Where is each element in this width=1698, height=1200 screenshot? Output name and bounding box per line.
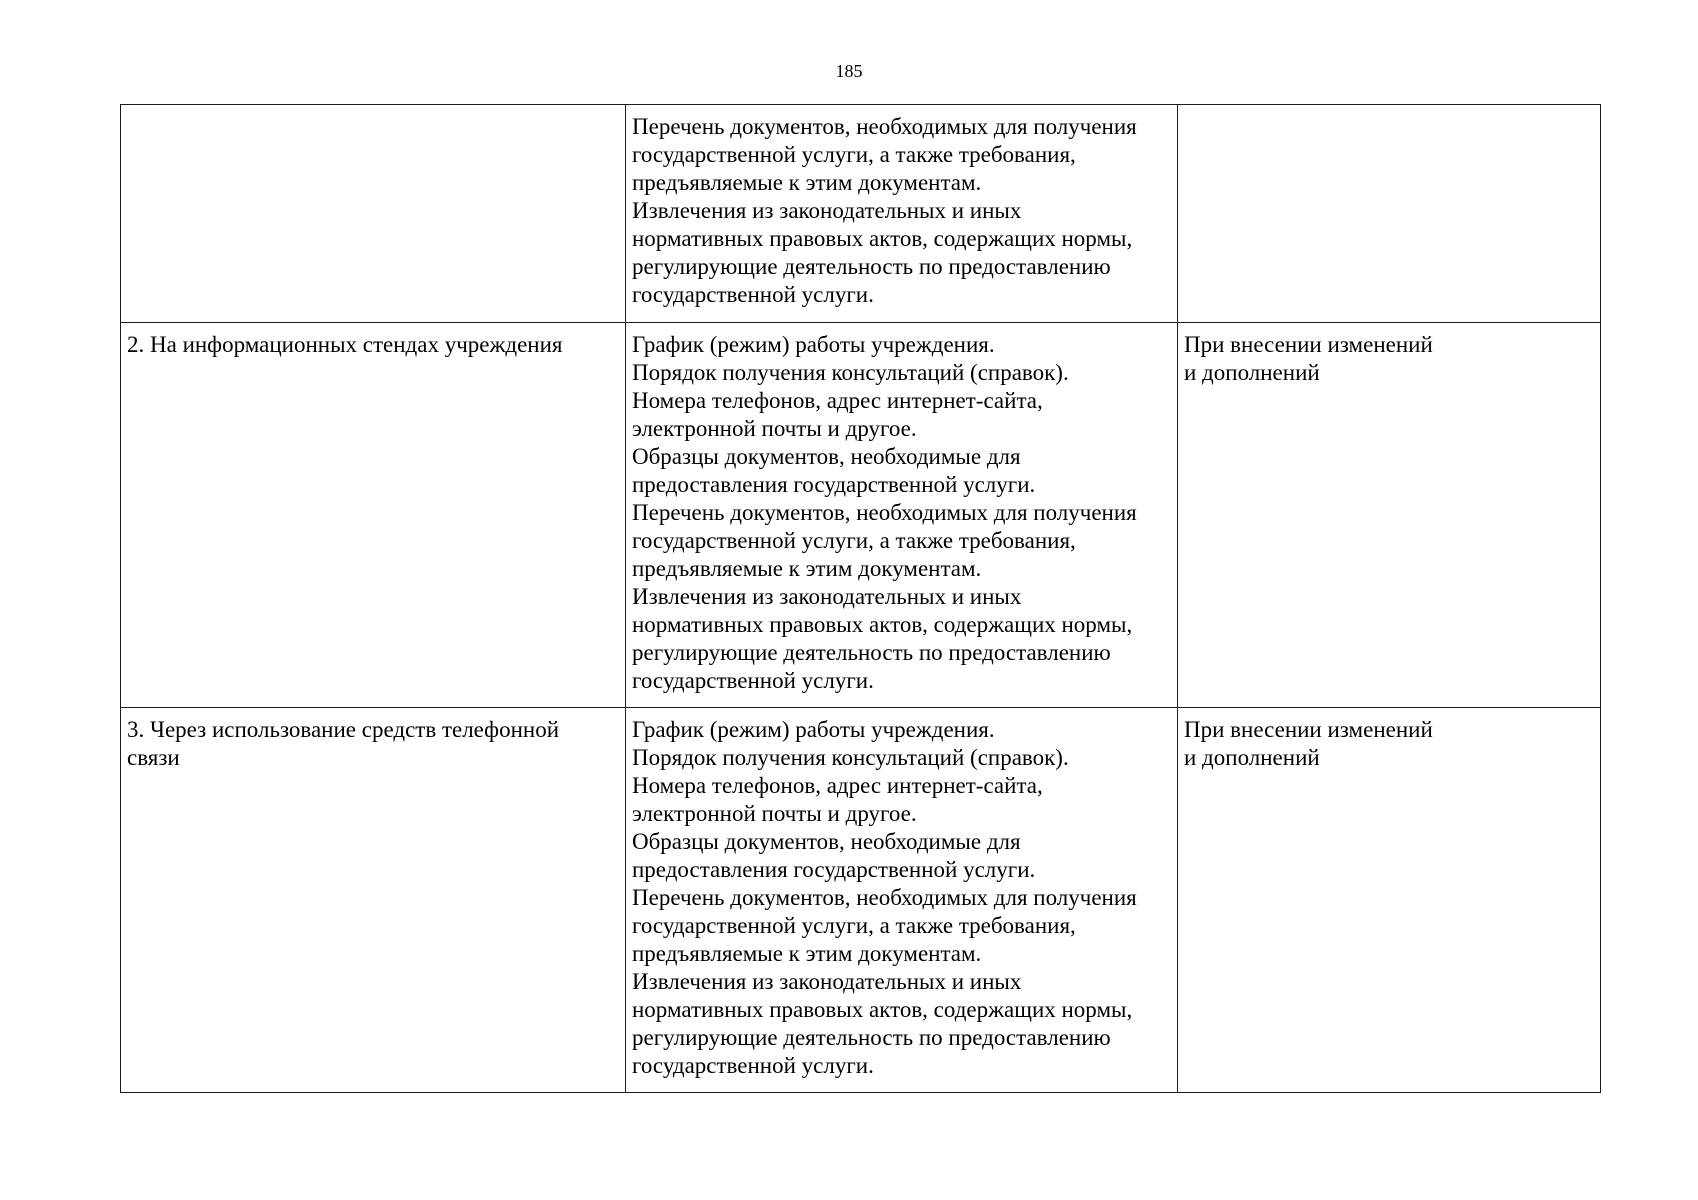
content-text-line: Извлечения из законодательных и иных — [632, 969, 1022, 994]
content-text-line: электронной почты и другое. — [632, 801, 917, 826]
content-text-line: государственной услуги. — [632, 282, 874, 307]
table-row — [121, 708, 1601, 1093]
content-text-line: предъявляемые к этим документам. — [632, 170, 982, 195]
page-number: 185 — [835, 61, 863, 81]
content-text-line: предоставления государственной услуги. — [632, 857, 1036, 882]
method-cell — [121, 105, 626, 323]
content-text-line: Извлечения из законодательных и иных — [632, 584, 1022, 609]
content-text-line: График (режим) работы учреждения. — [632, 717, 995, 742]
method-cell — [121, 323, 626, 708]
timing-text-line: и дополнений — [1184, 745, 1320, 770]
timing-cell — [1178, 105, 1601, 323]
content-text-line: государственной услуги, а также требования, — [632, 142, 1076, 167]
content-text-line: Номера телефонов, адрес интернет-сайта, — [632, 773, 1043, 798]
content-text-line: предъявляемые к этим документам. — [632, 556, 982, 581]
content-text-line: государственной услуги. — [632, 1053, 874, 1078]
content-text-line: государственной услуги, а также требования, — [632, 528, 1076, 553]
content-text-line: Образцы документов, необходимые для — [632, 444, 1021, 469]
information-table — [120, 104, 1601, 1093]
content-text-line: нормативных правовых актов, содержащих нормы, — [632, 612, 1133, 637]
content-text-line: Перечень документов, необходимых для получения — [632, 114, 1137, 139]
content-text-line: государственной услуги, а также требования, — [632, 913, 1076, 938]
content-text-line: Порядок получения консультаций (справок). — [632, 360, 1069, 385]
table-row — [121, 105, 1601, 323]
content-text-line: Образцы документов, необходимые для — [632, 829, 1021, 854]
method-text-line: 3. Через использование средств телефонной — [127, 717, 560, 742]
timing-text-line: и дополнений — [1184, 360, 1320, 385]
content-text-line: нормативных правовых актов, содержащих нормы, — [632, 997, 1133, 1022]
timing-text-line: При внесении изменений — [1184, 717, 1433, 742]
content-text-line: нормативных правовых актов, содержащих нормы, — [632, 226, 1133, 251]
content-cell — [626, 105, 1178, 323]
content-text-line: предоставления государственной услуги. — [632, 472, 1036, 497]
content-text-line: электронной почты и другое. — [632, 416, 917, 441]
method-text-line: 2. На информационных стендах учреждения — [127, 332, 563, 357]
content-text-line: График (режим) работы учреждения. — [632, 332, 995, 357]
content-text-line: регулирующие деятельность по предоставлению — [632, 1025, 1111, 1050]
content-text-line: Перечень документов, необходимых для получения — [632, 500, 1137, 525]
content-text-line: регулирующие деятельность по предоставлению — [632, 640, 1111, 665]
content-text-line: Порядок получения консультаций (справок). — [632, 745, 1069, 770]
content-text-line: государственной услуги. — [632, 668, 874, 693]
content-text-line: регулирующие деятельность по предоставлению — [632, 254, 1111, 279]
table-row — [121, 323, 1601, 708]
timing-cell — [1178, 323, 1601, 708]
method-cell — [121, 708, 626, 1093]
timing-text-line: При внесении изменений — [1184, 332, 1433, 357]
content-text-line: предъявляемые к этим документам. — [632, 941, 982, 966]
content-text-line: Извлечения из законодательных и иных — [632, 198, 1022, 223]
method-text-line: связи — [127, 745, 180, 770]
content-cell — [626, 708, 1178, 1093]
content-cell — [626, 323, 1178, 708]
table-body — [121, 105, 1601, 1093]
content-text-line: Номера телефонов, адрес интернет-сайта, — [632, 388, 1043, 413]
content-text-line: Перечень документов, необходимых для получения — [632, 885, 1137, 910]
timing-cell — [1178, 708, 1601, 1093]
